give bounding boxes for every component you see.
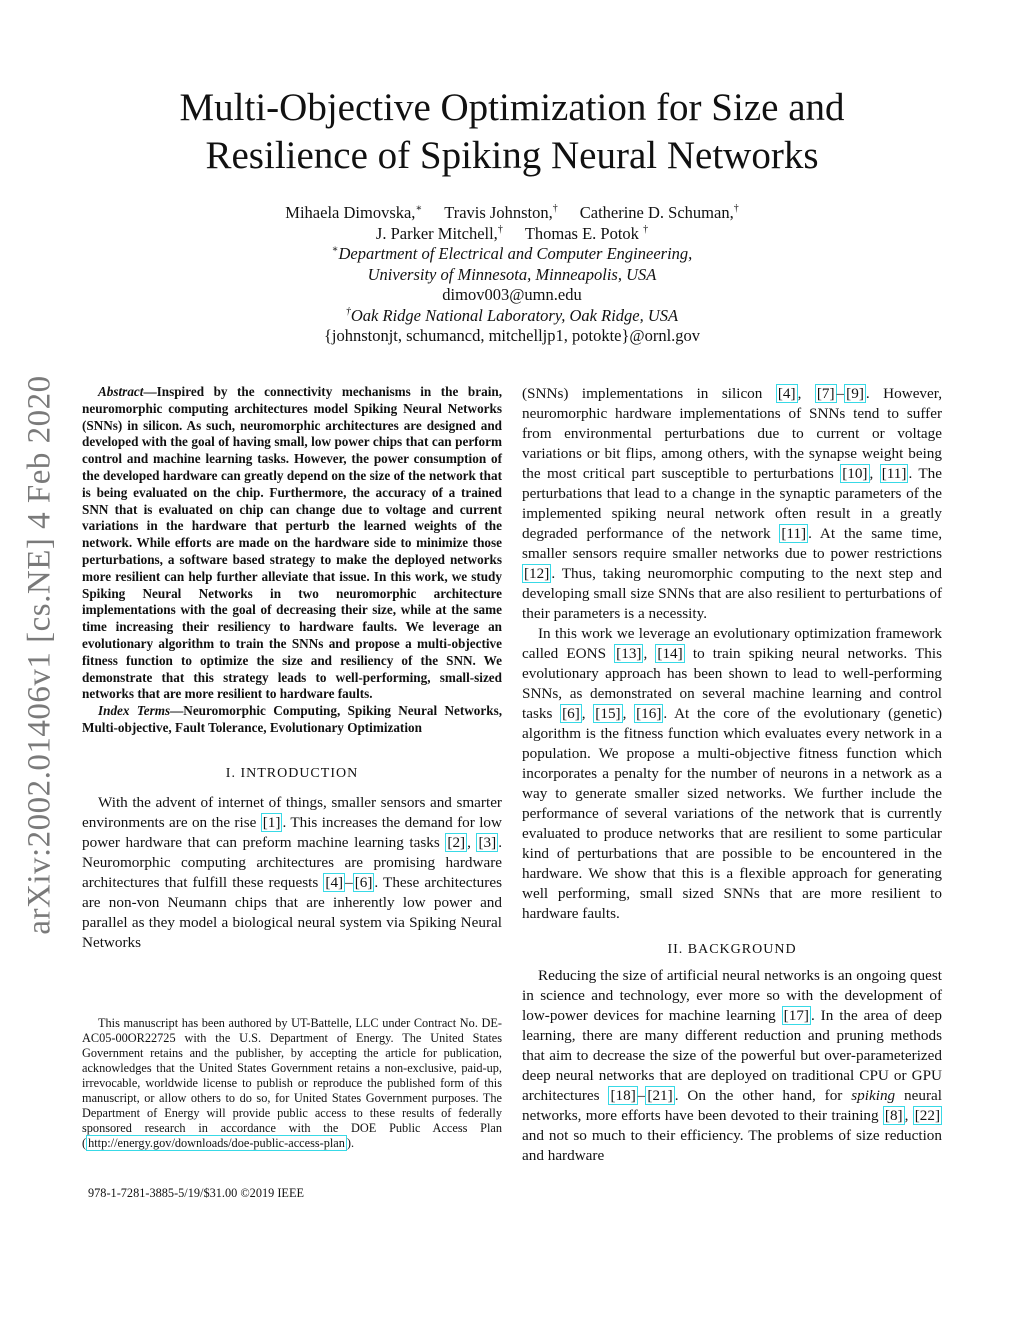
text-run: ,	[622, 705, 635, 722]
citation-link[interactable]: [12]	[524, 565, 550, 582]
abstract	[82, 384, 502, 703]
text-run: ,	[904, 1107, 913, 1124]
citation-link[interactable]: [7]	[816, 385, 835, 402]
affiliation-mark: †	[345, 305, 351, 317]
text-run: . On the other hand, for	[674, 1087, 852, 1104]
text-run: and not so much to their efficiency. The problems of size reduction and hardware	[522, 1127, 942, 1164]
citation-link[interactable]: [6]	[562, 705, 580, 722]
text-run: ,	[797, 385, 815, 402]
background-paragraph	[522, 966, 942, 1166]
index-terms-text: —Neuromorphic Computing, Spiking Neural Networks, Multi-objective, Fault Tolerance, Evolutionary Optimization	[82, 703, 502, 735]
index-terms-label: Index Terms	[98, 703, 171, 719]
citation-link[interactable]: [4]	[777, 385, 796, 402]
affiliation-1-line-2: University of Minnesota, Minneapolis, USA	[367, 264, 657, 284]
footnote-end: ).	[346, 1136, 355, 1150]
affiliation-mark: †	[733, 203, 739, 214]
arxiv-sidebar	[10, 355, 70, 955]
author-name: Thomas E. Potok	[524, 223, 639, 243]
text-run: ,	[643, 645, 656, 662]
citation-link[interactable]: [6]	[354, 873, 373, 891]
text-run: . These architectures are non-von Neumann chips that are inherently low power and parallel as they model a biological neural system via Spiking Neural Networks	[82, 873, 502, 951]
citation-link[interactable]: [21]	[647, 1087, 673, 1104]
emphasis: spiking	[851, 1087, 896, 1104]
doe-access-plan-link[interactable]: http://energy.gov/downloads/doe-public-access-plan	[88, 1136, 345, 1150]
index-terms	[82, 703, 502, 737]
citation-link[interactable]: [4]	[325, 873, 344, 891]
author-block	[60, 203, 964, 347]
paper-title	[60, 84, 964, 180]
text-run: –	[345, 873, 353, 891]
citation-link[interactable]: [16]	[636, 705, 662, 722]
left-column	[82, 384, 502, 953]
citation-link[interactable]: [9]	[846, 385, 864, 402]
citation-link[interactable]: [10]	[842, 465, 868, 482]
citation-link[interactable]: [18]	[610, 1087, 636, 1104]
text-run: . Thus, taking neuromorphic computing to the next step and developing small size SNNs that are also resilient to perturbations of their parameters is a necessity.	[522, 565, 942, 622]
affiliation-2-text: Oak Ridge National Laboratory, Oak Ridge, USA	[350, 305, 679, 325]
text-run: . At the same time, smaller sensors require smaller networks due to power restrictions	[522, 525, 942, 562]
citation-link[interactable]: [11]	[881, 465, 907, 482]
title-line-2: Resilience of Spiking Neural Networks	[205, 134, 819, 177]
intro-paragraph-2	[522, 624, 942, 924]
text-run: With the advent of internet of things, smaller sensors and smarter environments are on the rise	[82, 793, 502, 831]
text-run: Reducing the size of artificial neural networks is an ongoing quest in science and technology, ever more so with the development of low-power devices for machine learning	[522, 967, 942, 1024]
abstract-text: —Inspired by the connectivity mechanisms in the brain, neuromorphic computing architectures model Spiking Neural Networks (SNNs) in silicon. As such, neuromorphic architectures are designed and developed with the goal of having small, low power chips that can perform control and machine learning tasks. However, the power consumption of the developed hardware can greatly depend on the size of the network that is being evaluated on the chip. Furthermore, the accuracy of a trained SNN that is evaluated on chip can change due to voltage and current variations in the hardware that perturb the learned weights of the network. While efforts are made on the hardware side to minimize those perturbations, a software based strategy to make the deployed networks more resilient can help further alleviate that issue. In this work, we study Spiking Neural Networks in two neuromorphic architecture implementations with the goal of decreasing their size, while at the same time increasing their resiliency to hardware faults. We leverage an evolutionary algorithm to train the SNNs and propose a multi-objective fitness function to optimize the size and resiliency of the SNN. We demonstrate that this strategy leads to well-performing, small-sized networks that are more resilient to hardware faults.	[82, 384, 502, 702]
footnote-text: This manuscript has been authored by UT-Battelle, LLC under Contract No. DE-AC05-00OR22725 with the U.S. Department of Energy. The United States Government retains and the publisher, by accepting the article for publication, acknowledges that the United States Government retains a non-exclusive, paid-up, irrevocable, worldwide license to publish or reproduce the published form of this manuscript, or allow others to do so, for United States Government purposes. The Department of Energy will provide public access to these results of federally sponsored research in accordance with the DOE Public Access Plan (	[82, 1016, 502, 1150]
author-email-1: dimov003@umn.edu	[442, 285, 582, 304]
text-run: –	[637, 1087, 646, 1104]
title-line-1: Multi-Objective Optimization for Size and	[179, 86, 845, 129]
right-column	[522, 384, 942, 1166]
author-line-2	[60, 224, 964, 245]
text-run: . In the area of deep learning, there are many different reduction and pruning methods that aim to decrease the size of the powerful but over-parameterized deep neural networks that are deployed on traditional CPU or GPU architectures	[522, 1007, 943, 1104]
text-run: . However, neuromorphic hardware implementations of SNNs tend to suffer from environmental perturbations due to current or voltage variations or bit flips, among others, with the synapse weight being the most critical part susceptible to perturbations	[522, 385, 943, 482]
text-run: to train spiking neural networks. This evolutionary approach has been shown to lead to well-performing SNNs, as demonstrated on several machine learning and control tasks	[522, 645, 942, 722]
affiliation-mark: †	[497, 223, 503, 235]
text-run: . This increases the demand for low power hardware that can preform machine learning tasks	[82, 813, 502, 851]
affiliation-mark: †	[643, 223, 649, 235]
author-name: Catherine D. Schuman,	[579, 203, 734, 222]
affiliation-mark: †	[552, 203, 558, 214]
citation-link[interactable]: [3]	[478, 833, 497, 851]
citation-link[interactable]: [17]	[783, 1007, 809, 1024]
text-run: (SNNs) implementations in silicon	[522, 385, 776, 402]
citation-link[interactable]: [1]	[262, 813, 281, 831]
citation-link[interactable]: [2]	[447, 833, 466, 851]
affiliation-mark: ∗	[415, 203, 423, 214]
text-run: ,	[869, 465, 880, 482]
abstract-label: Abstract	[98, 384, 144, 399]
intro-paragraph	[82, 793, 502, 953]
intro-paragraph-continued	[522, 384, 942, 624]
text-run: . At the core of the evolutionary (genetic) algorithm is the fitness function which evaluates every network in a population. We propose a multi-objective fitness function which incorporates a penalty for the number of neurons in a network as a way to generate smaller sized networks. We further include the performance of several variations of the network that is currently evaluated to produce networks that are resilient to some particular kind of perturbations that are possible to be encountered in the hardware. We show that this is a flexible approach for generating well performing, small sized SNNs that are more resilient to hardware faults.	[522, 705, 943, 922]
affiliation-mark: ∗	[331, 244, 339, 255]
author-name: J. Parker Mitchell,	[375, 223, 498, 243]
text-run: –	[836, 385, 845, 402]
author-name: Travis Johnston,	[444, 203, 553, 222]
footnote	[82, 1016, 502, 1151]
text-run: neural networks, more efforts have been devoted to their training	[522, 1087, 942, 1124]
affiliation-1	[60, 244, 964, 265]
text-run: ,	[581, 705, 594, 722]
text-run: . Neuromorphic computing architectures are promising hardware architectures that fulfill these requests	[82, 833, 502, 891]
author-name: Mihaela Dimovska,	[285, 203, 416, 222]
affiliation-2	[60, 306, 964, 327]
text-run: . The perturbations that lead to a change in the synaptic parameters of the implemented spiking neural network often result in a greatly degraded performance of the network	[522, 465, 943, 542]
author-email-2: {johnstonjt, schumancd, mitchelljp1, potokte}@ornl.gov	[323, 326, 701, 345]
citation-link[interactable]: [8]	[884, 1107, 903, 1124]
affiliation-1-line-1: Department of Electrical and Computer Engineering,	[338, 244, 693, 263]
arxiv-identifier: arXiv:2002.01406v1 [cs.NE] 4 Feb 2020	[21, 375, 58, 935]
citation-link[interactable]: [13]	[616, 645, 642, 662]
copyright-notice: 978-1-7281-3885-5/19/$31.00 ©2019 IEEE	[88, 1186, 304, 1200]
citation-link[interactable]: [15]	[595, 705, 621, 722]
author-line-1	[60, 203, 964, 224]
citation-link[interactable]: [22]	[914, 1107, 941, 1124]
text-run: In this work we leverage an evolutionary optimization framework called EONS	[522, 625, 942, 662]
citation-link[interactable]: [14]	[657, 645, 683, 662]
section-heading-background: II. BACKGROUND	[667, 942, 797, 957]
section-heading-introduction: I. INTRODUCTION	[225, 765, 359, 781]
citation-link[interactable]: [11]	[781, 525, 807, 542]
text-run: ,	[467, 833, 477, 851]
